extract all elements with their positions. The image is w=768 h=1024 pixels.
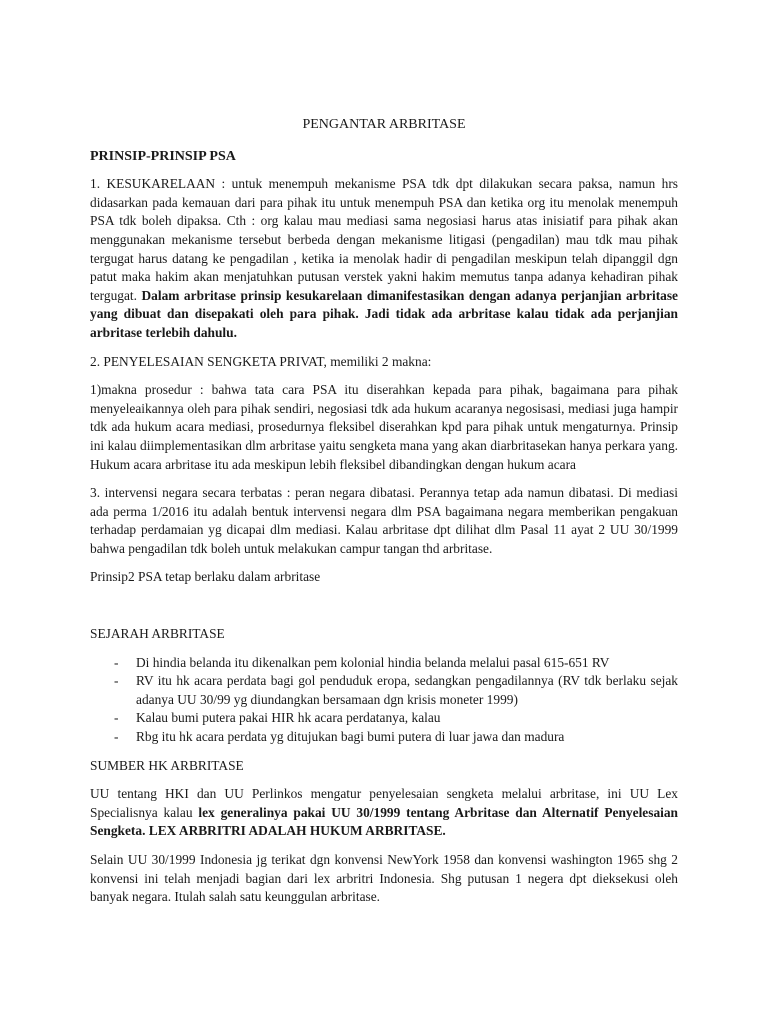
list-item (114, 728, 678, 747)
list-item-text: Kalau bumi putera pakai HIR hk acara perdatanya, kalau (136, 710, 441, 726)
list-item (114, 709, 678, 728)
paragraph-makna-prosedur: 1)makna prosedur : bahwa tata cara PSA itu diserahkan kepada para pihak, bagaimana para pihak menyeleaikannya oleh para pihak sendiri, negosiasi tdk ada hukum acaranya negosisasi, mediasi juga hampir tdk ada hukum acara mediasi, prosedurnya fleksibel diserahkan kpd para pihak untuk mengaturnya. Prinsip ini kalau diimplementasikan dlm arbritase yaitu sengketa mana yang akan diarbritasekan hanya perkara yang. Hukum acara arbritase itu ada meskipun lebih fleksibel dibandingkan dengan hukum acara (90, 382, 678, 472)
paragraph-intervensi-negara: 3. intervensi negara secara terbatas : peran negara dibatasi. Perannya tetap ada namun dibatasi. Di mediasi ada perma 1/2016 itu adalah bentuk intervensi negara dlm PSA bagaimana negara memberikan pengakuan terhadap perdamaian yg dicapai dlm mediasi. Kalau arbritase dpt dilihat dlm Pasal 11 ayat 2 UU 30/1999 bahwa pengadilan tdk boleh untuk melakukan campur tangan thd arbritase. (90, 485, 678, 556)
paragraph-kesukarelaan (90, 175, 678, 342)
sejarah-list (90, 654, 678, 747)
document-body (90, 116, 678, 917)
paragraph-sengketa-privat: 2. PENYELESAIAN SENGKETA PRIVAT, memiliki 2 makna: (90, 353, 432, 369)
paragraph-sumber-hk-text: UU tentang HKI dan UU Perlinkos mengatur penyelesaian sengketa melalui arbritase, ini UU Lex Specialisnya kalau (90, 786, 678, 820)
document-title: PENGANTAR ARBRITASE (302, 117, 466, 132)
list-item-text: RV itu hk acara perdata bagi gol penduduk eropa, sedangkan pengadilannya (RV tdk berlaku sejak adanya UU 30/99 yg diundangkan bersamaan dgn krisis moneter 1999) (136, 673, 678, 707)
section-heading-sejarah: SEJARAH ARBRITASE (90, 626, 225, 642)
spacer (90, 597, 678, 625)
paragraph-konvensi: Selain UU 30/1999 Indonesia jg terikat dgn konvensi NewYork 1958 dan konvensi washington 1965 shg 2 konvensi ini telah menjadi bagian dari lex arbritri Indonesia. Shg putusan 1 negera dpt dieksekusi oleh banyak negara. Itulah salah satu keunggulan arbritase. (90, 852, 678, 905)
dash-bullet: - (114, 729, 119, 745)
paragraph-prinsip-berlaku: Prinsip2 PSA tetap berlaku dalam arbritase (90, 569, 321, 585)
paragraph-sumber-hk-bold: lex generalinya pakai UU 30/1999 tentang Arbritase dan Alternatif Penyelesaian Sengketa. LEX ARBRITRI ADALAH HUKUM ARBRITASE. (90, 804, 678, 839)
paragraph-sumber-hk (90, 785, 678, 841)
list-item-text: Rbg itu hk acara perdata yg ditujukan bagi bumi putera di luar jawa dan madura (136, 729, 565, 745)
paragraph-kesukarelaan-bold: Dalam arbritase prinsip kesukarelaan dimanifestasikan dengan adanya perjanjian arbritase yang dibuat dan disepakati oleh para pihak. Jadi tidak ada arbritase kalau tidak ada perjanjian arbritase terlebih dahulu. (90, 287, 678, 340)
list-item-text: Di hindia belanda itu dikenalkan pem kolonial hindia belanda melalui pasal 615-651 RV (136, 654, 610, 670)
section-heading-sumber: SUMBER HK ARBRITASE (90, 757, 244, 773)
section-heading-prinsip: PRINSIP-PRINSIP PSA (90, 148, 236, 164)
list-item (114, 672, 678, 709)
dash-bullet: - (114, 673, 119, 689)
dash-bullet: - (114, 710, 119, 726)
paragraph-kesukarelaan-text: 1. KESUKARELAAN : untuk menempuh mekanisme PSA tdk dpt dilakukan secara paksa, namun hrs didasarkan pada kemauan dari para pihak itu untuk menempuh PSA dan ketika org itu menolak menempuh PSA tdk boleh dipaksa. Cth : org kalau mau mediasi sama negosiasi harus atas inisiatif para pihak akan menggunakan mekanisme tersebut berbeda dengan mekanisme litigasi (pengadilan) mau tdk mau pihak tergugat harus datang ke pengadilan , ketika ia menolak hadir di pengadilan meskipun telah dipanggil dgn patut maka hakim akan menjatuhkan putusan verstek yakni hakim memutus tanpa adanya kehadiran pihak tergugat. (90, 176, 678, 303)
dash-bullet: - (114, 654, 119, 670)
list-item (114, 654, 678, 673)
